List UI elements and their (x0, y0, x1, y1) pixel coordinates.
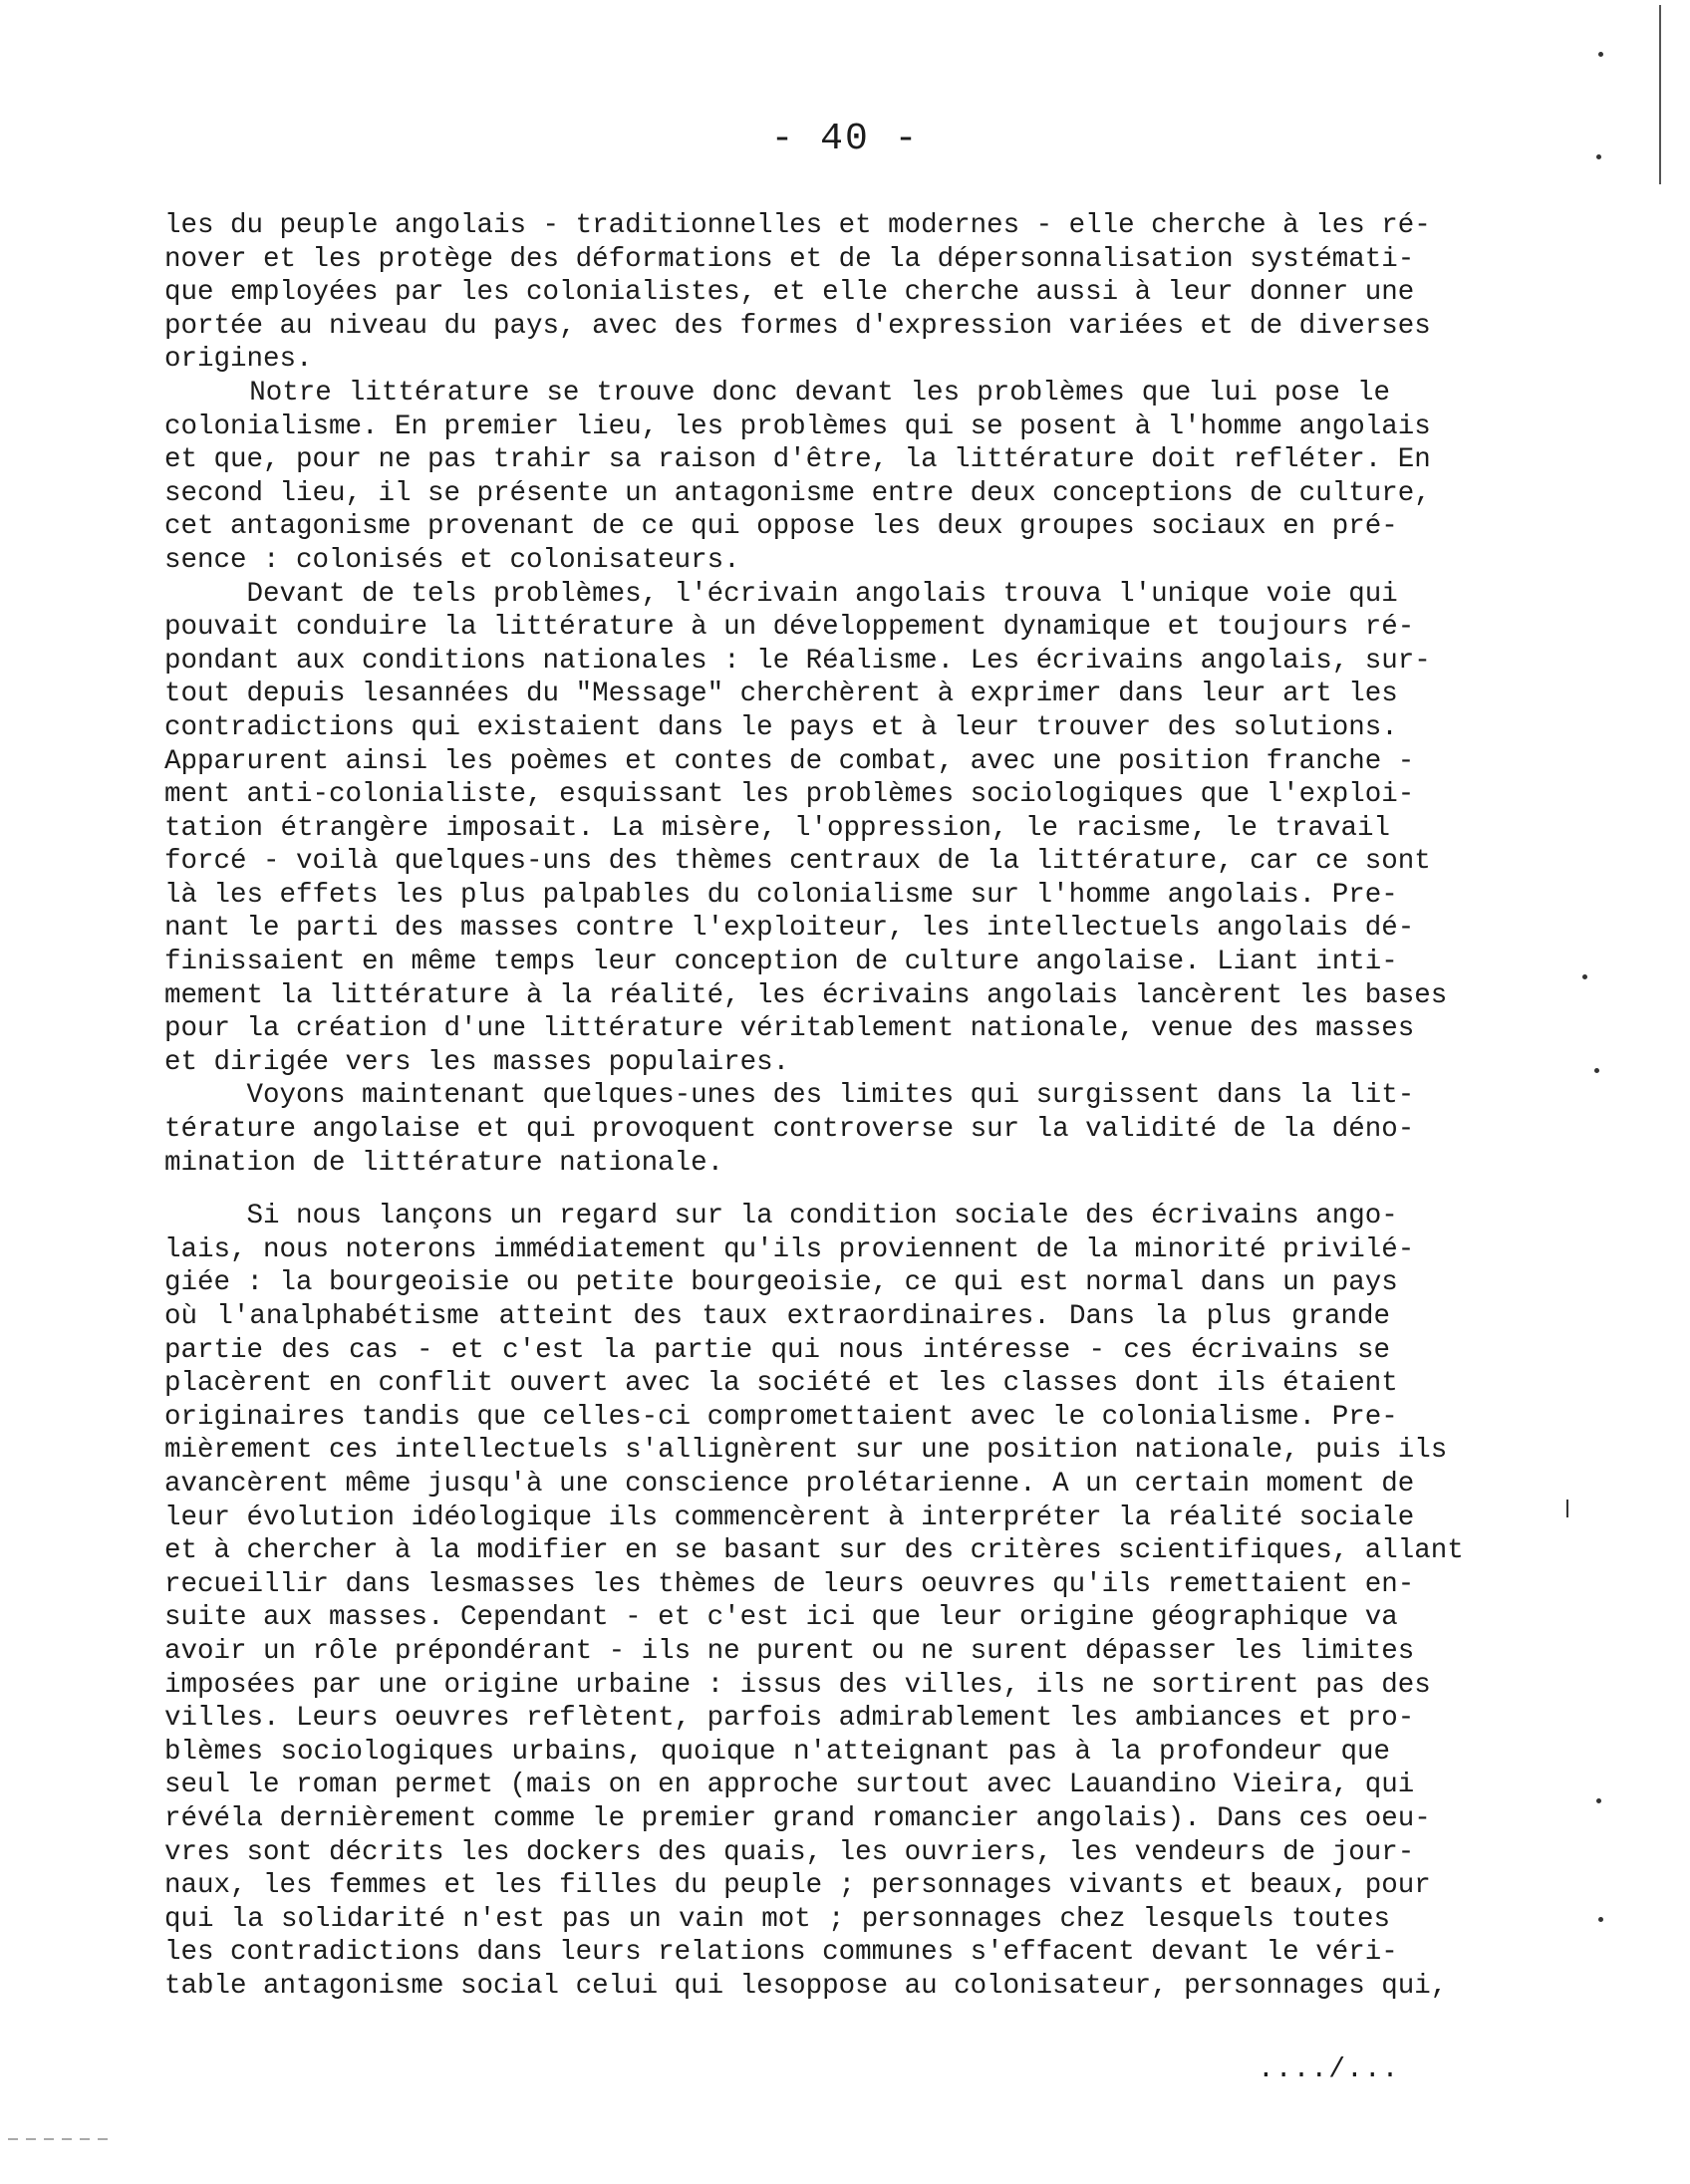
text-line: tation étrangère imposait. La misère, l'oppression, le racisme, le travail (164, 812, 1390, 844)
text-line: contradictions qui existaient dans le pays et à leur trouver des solutions. (164, 711, 1398, 743)
text-line: naux, les femmes et les filles du peuple ; personnages vivants et beaux, pour (164, 1870, 1431, 1902)
scan-speck (1598, 1917, 1603, 1922)
scan-speck (1598, 52, 1603, 57)
text-line: Apparurent ainsi les poèmes et contes de combat, avec une position franche - (164, 745, 1415, 777)
text-line: mement la littérature à la réalité, les écrivains angolais lancèrent les bases (164, 979, 1448, 1011)
page-number: - 40 - (770, 118, 920, 160)
text-line: blèmes sociologiques urbains, quoique n'atteignant pas à la profondeur que (164, 1736, 1390, 1768)
text-line: vres sont décrits les dockers des quais, les ouvriers, les vendeurs de jour- (164, 1836, 1415, 1868)
text-line: Devant de tels problèmes, l'écrivain angolais trouva l'unique voie qui (164, 578, 1398, 610)
text-line: placèrent en conflit ouvert avec la société et les classes dont ils étaient (164, 1368, 1398, 1400)
text-line: pondant aux conditions nationales : le Réalisme. Les écrivains angolais, sur- (164, 645, 1431, 677)
scan-speck (1594, 1068, 1599, 1073)
scan-speck (1596, 154, 1601, 159)
text-line: tout depuis lesannées du "Message" cherchèrent à exprimer dans leur art les (164, 679, 1398, 710)
text-line: les du peuple angolais - traditionnelles et modernes - elle cherche à les ré- (164, 210, 1431, 241)
text-line: ment anti-colonialiste, esquissant les problèmes sociologiques que l'exploi- (164, 779, 1415, 811)
text-line: sence : colonisés et colonisateurs. (164, 544, 740, 576)
text-line: là les effets les plus palpables du colonialisme sur l'homme angolais. Pre- (164, 879, 1398, 911)
text-line: et dirigée vers les masses populaires. (164, 1046, 790, 1078)
scan-speck (1582, 974, 1587, 979)
scan-speck (1596, 1798, 1601, 1803)
body-text (164, 209, 1464, 2003)
text-line: villes. Leurs oeuvres reflètent, parfois admirablement les ambiances et pro- (164, 1703, 1415, 1735)
text-line: giée : la bourgeoisie ou petite bourgeoisie, ce qui est normal dans un pays (164, 1267, 1398, 1299)
paragraph (164, 578, 1448, 1080)
text-line: Voyons maintenant quelques-unes des limites qui surgissent dans la lit- (164, 1080, 1415, 1112)
text-line: cet antagonisme provenant de ce qui oppose les deux groupes sociaux en pré- (164, 511, 1398, 543)
continuation-mark: ..../... (1258, 2054, 1400, 2085)
text-line: forcé - voilà quelques-uns des thèmes centraux de la littérature, car ce sont (164, 846, 1431, 878)
text-line: colonialisme. En premier lieu, les problèmes qui se posent à l'homme angolais (164, 410, 1431, 442)
paragraph-gap (164, 1180, 1390, 1200)
text-line: originaires tandis que celles-ci compromettaient avec le colonialisme. Pre- (164, 1401, 1398, 1433)
text-line: Si nous lançons un regard sur la condition sociale des écrivains ango- (164, 1201, 1398, 1232)
text-line: où l'analphabétisme atteint des taux extraordinaires. Dans la plus grande (164, 1301, 1390, 1332)
paragraph (164, 1079, 1415, 1180)
text-line: seul le roman permet (mais on en approche surtout avec Lauandino Vieira, qui (164, 1770, 1415, 1801)
text-line: mination de littérature nationale. (164, 1147, 724, 1179)
text-line: et que, pour ne pas trahir sa raison d'être, la littérature doit refléter. En (164, 444, 1431, 476)
text-line: nover et les protège des déformations et de la dépersonnalisation systémati- (164, 243, 1415, 275)
text-line: avoir un rôle prépondérant - ils ne purent ou ne surent dépasser les limites (164, 1635, 1415, 1667)
paragraph (164, 377, 1431, 578)
text-line: imposées par une origine urbaine : issus des villes, ils ne sortirent pas des (164, 1669, 1431, 1701)
paragraph (164, 1200, 1464, 2003)
text-line: révéla dernièrement comme le premier grand romancier angolais). Dans ces oeu- (164, 1802, 1431, 1834)
text-line: partie des cas - et c'est la partie qui nous intéresse - ces écrivains se (164, 1334, 1390, 1366)
text-line: avancèrent même jusqu'à une conscience prolétarienne. A un certain moment de (164, 1468, 1415, 1500)
text-line: et à chercher à la modifier en se basant sur des critères scientifiques, allant (164, 1535, 1464, 1567)
text-line: suite aux masses. Cependant - et c'est ici que leur origine géographique va (164, 1602, 1398, 1634)
text-line: pouvait conduire la littérature à un développement dynamique et toujours ré- (164, 612, 1415, 644)
text-line: finissaient en même temps leur conception de culture angolaise. Liant inti- (164, 947, 1398, 978)
text-line: nant le parti des masses contre l'exploiteur, les intellectuels angolais dé- (164, 913, 1415, 945)
text-line: térature angolaise et qui provoquent controverse sur la validité de la déno- (164, 1114, 1415, 1146)
text-line: lais, nous noterons immédiatement qu'ils proviennent de la minorité privilé- (164, 1233, 1415, 1265)
text-line: leur évolution idéologique ils commencèrent à interpréter la réalité sociale (164, 1502, 1415, 1533)
text-line: que employées par les colonialistes, et elle cherche aussi à leur donner une (164, 277, 1415, 309)
paragraph (164, 209, 1431, 377)
scan-scratch (8, 2138, 108, 2140)
text-line: mièrement ces intellectuels s'allignèrent sur une position nationale, puis ils (164, 1435, 1448, 1467)
text-line: second lieu, il se présente un antagonisme entre deux conceptions de culture, (164, 477, 1431, 509)
text-line: origines. (164, 344, 313, 376)
text-line: portée au niveau du pays, avec des formes d'expression variées et de diverses (164, 310, 1431, 342)
text-line: recueillir dans lesmasses les thèmes de leurs oeuvres qu'ils remettaient en- (164, 1568, 1415, 1600)
scan-edge-line (1659, 5, 1661, 184)
text-line: les contradictions dans leurs relations communes s'effacent devant le véri- (164, 1937, 1398, 1969)
scan-speck (1566, 1500, 1568, 1517)
text-line: table antagonisme social celui qui lesoppose au colonisateur, personnages qui, (164, 1970, 1448, 2002)
text-line: pour la création d'une littérature véritablement nationale, venue des masses (164, 1013, 1415, 1045)
text-line: Notre littérature se trouve donc devant les problèmes que lui pose le (164, 377, 1390, 409)
text-line: qui la solidarité n'est pas un vain mot ; personnages chez lesquels toutes (164, 1903, 1390, 1935)
